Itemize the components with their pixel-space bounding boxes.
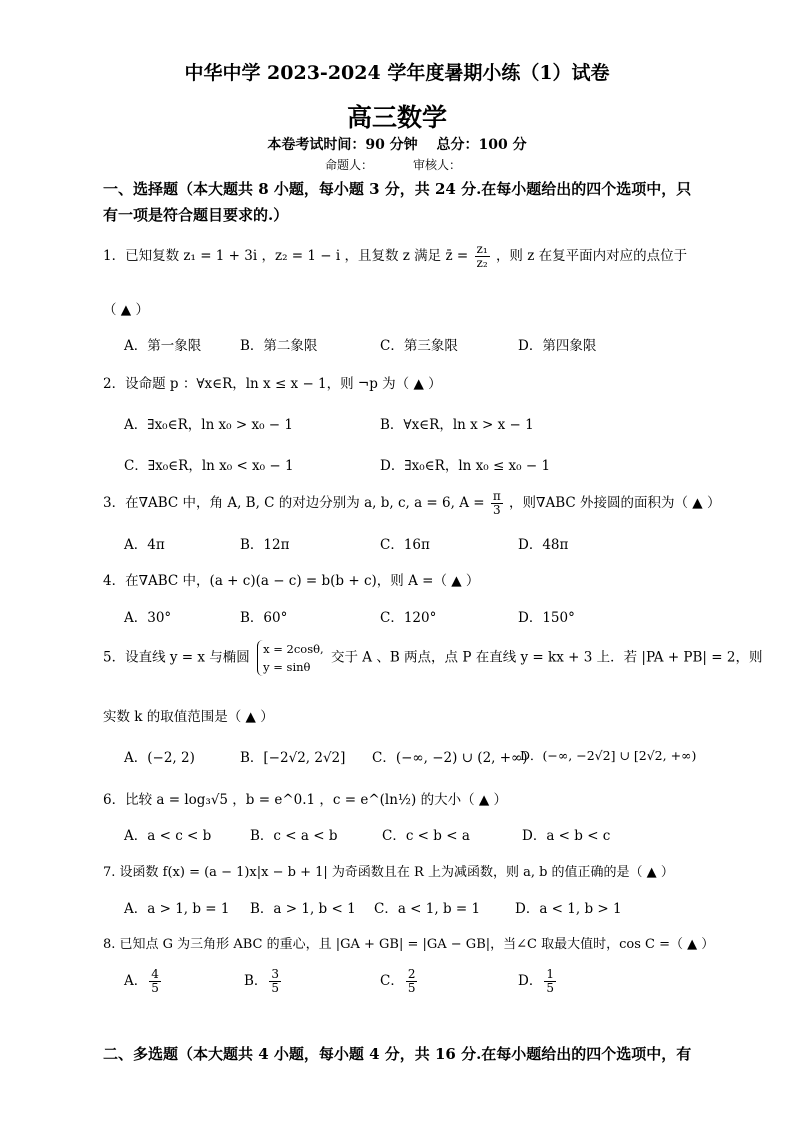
q1-fraction bbox=[475, 243, 490, 270]
q5-system-top: x = 2cosθ, bbox=[263, 642, 324, 656]
question-5 bbox=[103, 640, 762, 676]
q3-denominator: 3 bbox=[492, 503, 501, 517]
q3-option-a: A．4π bbox=[124, 537, 165, 553]
q3-text-a: 3．在∇ABC 中，角 A, B, C 的对边分别为 a, b, c, a = 6, A = bbox=[103, 495, 485, 511]
q7-option-c: C．a < 1, b = 1 bbox=[374, 901, 481, 917]
q1-option-c: C．第三象限 bbox=[380, 338, 458, 354]
q8-option-a-numerator: 4 bbox=[151, 967, 159, 981]
q8-option-d-denominator: 5 bbox=[546, 981, 554, 995]
q5-text-a: 5．设直线 y = x 与椭圆 bbox=[103, 649, 250, 666]
q8-option-a-fraction bbox=[149, 968, 161, 995]
q5-option-b: B．[−2√2, 2√2] bbox=[240, 750, 346, 766]
q8-option-b-letter: B． bbox=[244, 973, 268, 989]
section1-heading-line1: 一、选择题（本大题共 8 小题，每小题 3 分，共 24 分.在每小题给出的四个选项中，只 bbox=[103, 180, 692, 198]
q7-option-d: D．a < 1, b > 1 bbox=[515, 901, 622, 917]
exam-title: 中华中学 2023-2024 学年度暑期小练（1）试卷 bbox=[184, 62, 610, 84]
q7-option-b: B．a > 1, b < 1 bbox=[250, 901, 356, 917]
section1-heading-line2: 有一项是符合题目要求的.） bbox=[103, 206, 289, 224]
q8-option-d-fraction bbox=[544, 968, 556, 995]
reviewer-label: 审核人： bbox=[413, 158, 462, 172]
q8-option-d-numerator: 1 bbox=[546, 967, 554, 981]
q2-option-d: D．∃x₀∈R，ln x₀ ≤ x₀ − 1 bbox=[380, 458, 551, 474]
q3-option-c: C．16π bbox=[380, 537, 430, 553]
q6-option-b: B．c < a < b bbox=[250, 828, 338, 844]
q3-numerator: π bbox=[492, 489, 501, 503]
q6-option-a: A．a < c < b bbox=[124, 828, 212, 844]
q1-denominator: z₂ bbox=[476, 256, 488, 270]
q1-option-a: A．第一象限 bbox=[124, 338, 202, 354]
q8-option-c-numerator: 2 bbox=[407, 967, 416, 981]
q3-option-d: D．48π bbox=[518, 537, 569, 553]
q8-option-b-numerator: 3 bbox=[271, 967, 280, 981]
q4-option-a: A．30° bbox=[124, 610, 172, 626]
q2-option-c: C．∃x₀∈R，ln x₀ < x₀ − 1 bbox=[124, 458, 294, 474]
q2-option-a: A．∃x₀∈R，ln x₀ > x₀ − 1 bbox=[124, 417, 293, 433]
q8-option-b bbox=[244, 968, 283, 995]
subject-heading: 高三数学 bbox=[346, 103, 447, 132]
q8-option-b-fraction bbox=[269, 968, 281, 995]
q8-option-c-letter: C． bbox=[380, 973, 404, 989]
question-8: 8. 已知点 G 为三角形 ABC 的重心，且 |GA + GB| = |GA − GB|，当∠C 取最大值时，cos C =（ ▲ ） bbox=[103, 937, 715, 952]
q5-system-bottom: y = sinθ bbox=[263, 660, 311, 674]
q5-text-b: 交于 A 、B 两点，点 P 在直线 y = kx + 3 上．若 |PA + PB| = 2，则 bbox=[331, 649, 763, 666]
q5-option-d: D．(−∞, −2√2] ∪ [2√2, +∞) bbox=[520, 748, 697, 763]
question-4: 4．在∇ABC 中，(a + c)(a − c) = b(b + c)，则 A =（ ▲ ） bbox=[103, 573, 480, 589]
exam-info: 本卷考试时间：90 分钟 总分：100 分 bbox=[267, 137, 527, 153]
author-line bbox=[325, 156, 501, 173]
q3-option-b: B．12π bbox=[240, 537, 290, 553]
q8-option-c bbox=[380, 968, 419, 995]
question-2: 2．设命题 p ：∀x∈R，ln x ≤ x − 1，则 ¬p 为（ ▲ ） bbox=[103, 376, 442, 392]
q5-ellipse-system bbox=[257, 640, 324, 676]
q8-option-c-fraction bbox=[406, 968, 418, 995]
q4-option-b: B．60° bbox=[240, 610, 288, 626]
q8-option-d-letter: D． bbox=[518, 973, 543, 989]
q1-answer-blank: （ ▲ ） bbox=[103, 302, 149, 318]
q1-option-b: B．第二象限 bbox=[240, 338, 318, 354]
q8-option-b-denominator: 5 bbox=[271, 981, 280, 995]
q8-option-d bbox=[518, 968, 558, 995]
q5-option-a: A．(−2, 2) bbox=[124, 750, 195, 766]
q3-text-b: ，则∇ABC 外接圆的面积为（ ▲ ） bbox=[509, 495, 721, 511]
q5-option-c: C．(−∞, −2) ∪ (2, +∞) bbox=[372, 750, 528, 766]
q6-option-c: C．c < b < a bbox=[382, 828, 470, 844]
q8-option-c-denominator: 5 bbox=[407, 981, 416, 995]
q7-option-a: A．a > 1, b = 1 bbox=[124, 901, 230, 917]
question-7: 7. 设函数 f(x) = (a − 1)x|x − b + 1| 为奇函数且在 R 上为减函数，则 a, b 的值正确的是（ ▲ ） bbox=[103, 865, 674, 880]
q1-text-b: ，则 z 在复平面内对应的点位于 bbox=[495, 248, 688, 264]
q1-numerator: z₁ bbox=[476, 242, 488, 256]
setter-label: 命题人： bbox=[325, 158, 374, 172]
q1-text-a: 1．已知复数 z₁ = 1 + 3i ，z₂ = 1 − i ，且复数 z 满足 z̄ = bbox=[103, 248, 469, 264]
q2-option-b: B．∀x∈R，ln x > x − 1 bbox=[380, 417, 534, 433]
q6-option-d: D．a < b < c bbox=[522, 828, 611, 844]
q8-option-a-denominator: 5 bbox=[151, 981, 159, 995]
q5-text-c: 实数 k 的取值范围是（ ▲ ） bbox=[103, 709, 274, 725]
q8-option-a-letter: A． bbox=[124, 973, 148, 989]
q1-option-d: D．第四象限 bbox=[518, 338, 597, 354]
q4-option-d: D．150° bbox=[518, 610, 575, 626]
section2-heading-line1: 二、多选题（本大题共 4 小题，每小题 4 分，共 16 分.在每小题给出的四个选项中，有 bbox=[103, 1045, 692, 1063]
q4-option-c: C．120° bbox=[380, 610, 437, 626]
question-1 bbox=[103, 243, 687, 270]
q3-fraction bbox=[491, 490, 503, 517]
question-3 bbox=[103, 490, 720, 517]
q8-option-a bbox=[124, 968, 163, 995]
question-6: 6．比较 a = log₃√5 ，b = e^0.1 ，c = e^(ln½) 的大小（ ▲ ） bbox=[103, 792, 508, 808]
